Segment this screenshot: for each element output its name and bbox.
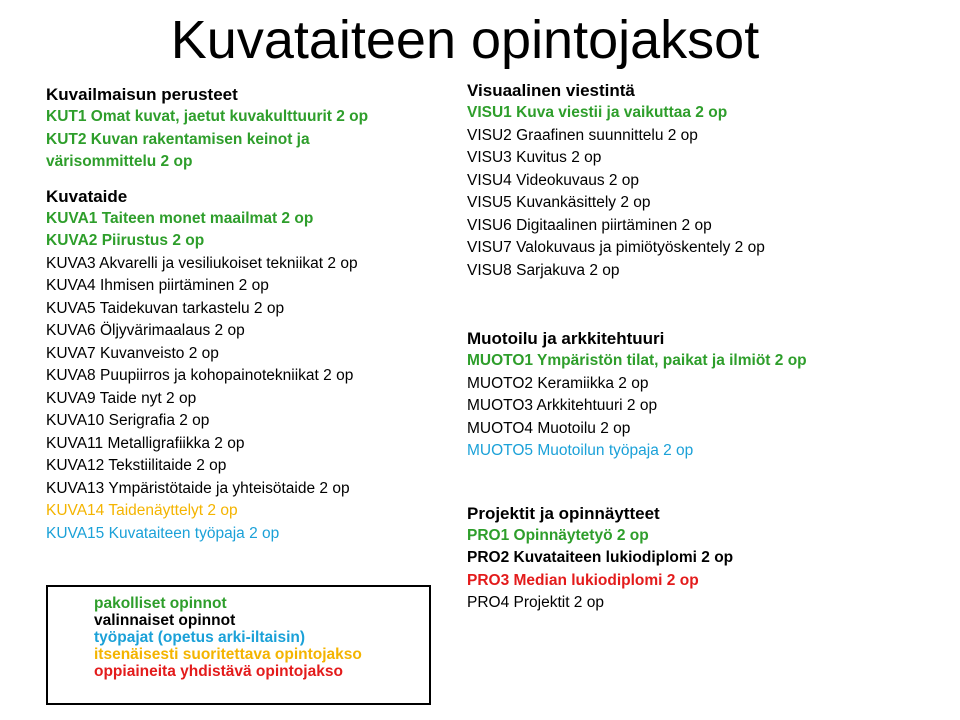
legend-item-elective: valinnaiset opinnot <box>94 612 236 629</box>
course-item: PRO3 Median lukiodiplomi 2 op <box>467 571 699 589</box>
legend-list <box>94 595 429 680</box>
legend-item-mandatory: pakolliset opinnot <box>94 595 227 612</box>
course-item: KUVA2 Piirustus 2 op <box>46 232 205 249</box>
course-item: KUVA11 Metalligrafiikka 2 op <box>46 434 245 452</box>
course-item: VISU2 Graafinen suunnittelu 2 op <box>467 126 698 144</box>
legend-item-integrating: oppiaineita yhdistävä opintojakso <box>94 663 343 680</box>
course-item: PRO1 Opinnäytetyö 2 op <box>467 526 649 544</box>
section-title: Muotoilu ja arkkitehtuuri <box>467 329 665 348</box>
course-item: MUOTO2 Keramiikka 2 op <box>467 374 649 392</box>
course-item: KUVA3 Akvarelli ja vesiliukoiset tekniikat 2 op <box>46 254 358 272</box>
course-item: VISU1 Kuva viestii ja vaikuttaa 2 op <box>467 104 728 121</box>
page-title: Kuvataiteen opintojaksot <box>170 10 760 70</box>
course-item: KUT2 Kuvan rakentamisen keinot ja värisommittelu 2 op <box>46 130 310 170</box>
legend-item-independent: itsenäisesti suoritettava opintojakso <box>94 646 362 663</box>
course-item: KUVA13 Ympäristötaide ja yhteisötaide 2 op <box>46 479 350 497</box>
course-list <box>46 208 456 546</box>
section-title: Visuaalinen viestintä <box>467 81 635 100</box>
course-list <box>467 525 937 615</box>
course-item: VISU4 Videokuvaus 2 op <box>467 171 640 189</box>
section-kuvailmaisun-perusteet <box>46 84 456 174</box>
course-item: KUT1 Omat kuvat, jaetut kuvakulttuurit 2 op <box>46 108 369 125</box>
right-column <box>467 80 937 615</box>
section-title: Kuvataide <box>46 186 128 206</box>
section-title: Projektit ja opinnäytteet <box>467 503 660 523</box>
course-list <box>467 350 937 463</box>
left-column <box>46 84 456 545</box>
section-projektit-ja-opinnaytteet <box>467 503 937 615</box>
course-item: KUVA15 Kuvataiteen työpaja 2 op <box>46 524 280 542</box>
course-item: KUVA4 Ihmisen piirtäminen 2 op <box>46 277 269 294</box>
course-item: VISU6 Digitaalinen piirtäminen 2 op <box>467 216 712 234</box>
section-title: Kuvailmaisun perusteet <box>46 85 238 104</box>
color-legend <box>46 585 431 705</box>
course-item: PRO4 Projektit 2 op <box>467 594 604 611</box>
course-item: KUVA7 Kuvanveisto 2 op <box>46 344 219 362</box>
course-item: KUVA14 Taidenäyttelyt 2 op <box>46 502 238 519</box>
course-item: VISU5 Kuvankäsittely 2 op <box>467 194 651 211</box>
section-visuaalinen-viestinta <box>467 80 937 282</box>
course-item: VISU8 Sarjakuva 2 op <box>467 261 620 279</box>
course-item: VISU3 Kuvitus 2 op <box>467 149 602 166</box>
course-item: PRO2 Kuvataiteen lukiodiplomi 2 op <box>467 549 734 566</box>
course-item: MUOTO4 Muotoilu 2 op <box>467 419 631 437</box>
section-muotoilu-ja-arkkitehtuuri <box>467 328 937 463</box>
course-item: KUVA8 Puupiirros ja kohopainotekniikat 2 op <box>46 367 354 384</box>
course-item: KUVA6 Öljyvärimaalaus 2 op <box>46 322 245 339</box>
course-item: KUVA9 Taide nyt 2 op <box>46 389 197 407</box>
legend-item-workshop: työpajat (opetus arki-iltaisin) <box>94 629 306 646</box>
course-item: KUVA5 Taidekuvan tarkastelu 2 op <box>46 299 285 317</box>
course-item: KUVA12 Tekstiilitaide 2 op <box>46 457 227 474</box>
course-list <box>467 102 937 282</box>
course-item: VISU7 Valokuvaus ja pimiötyöskentely 2 op <box>467 239 765 256</box>
course-item: MUOTO1 Ympäristön tilat, paikat ja ilmiöt 2 op <box>467 352 807 369</box>
section-kuvataide <box>46 186 456 546</box>
course-item: MUOTO3 Arkkitehtuuri 2 op <box>467 397 658 414</box>
course-item: MUOTO5 Muotoilun työpaja 2 op <box>467 442 694 459</box>
course-item: KUVA1 Taiteen monet maailmat 2 op <box>46 209 314 227</box>
course-item: KUVA10 Serigrafia 2 op <box>46 412 210 429</box>
